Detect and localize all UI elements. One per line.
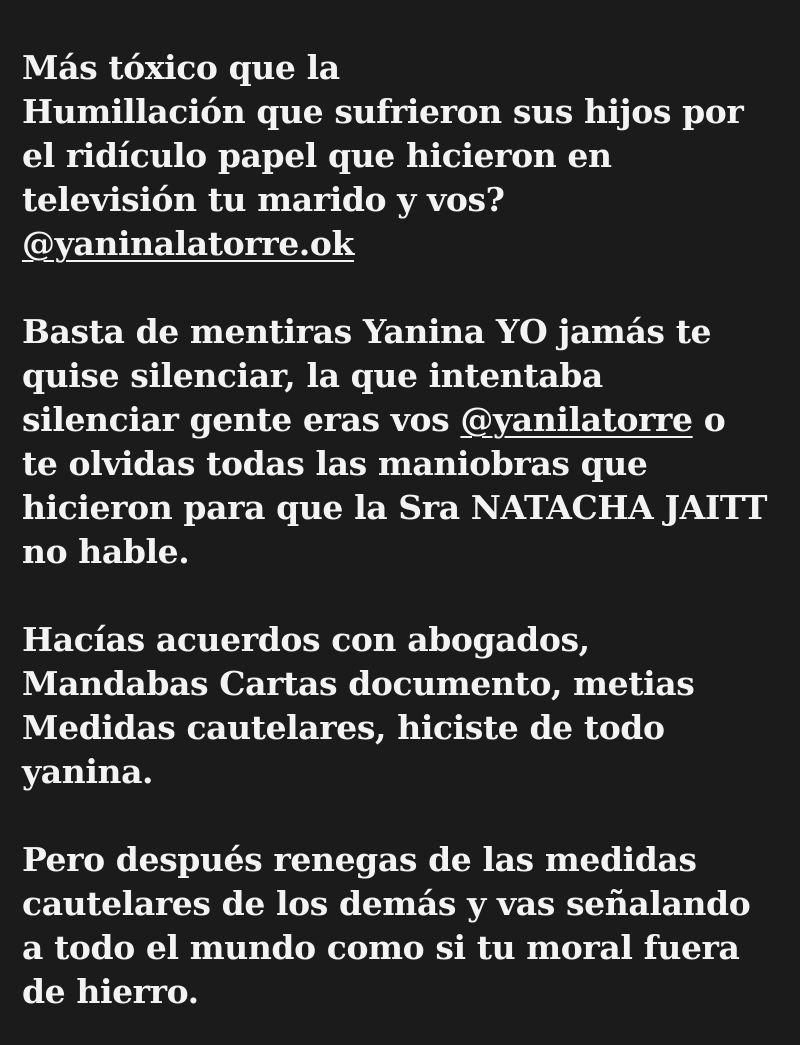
text-line: Medidas cautelares, hiciste de todo [22,708,665,747]
story-text [22,46,792,1014]
text-line [22,222,792,266]
text-line: Más tóxico que la [22,48,340,87]
text-line: no hable. [22,532,190,571]
text-line: de hierro. [22,972,199,1011]
text-line: cautelares de los demás y vas señalando [22,884,751,923]
text-line: yanina. [22,752,154,791]
text-line: Pero después renegas de las medidas [22,840,697,879]
text-line: Basta de mentiras Yanina YO jamás te [22,312,712,351]
text-line: hicieron para que la Sra NATACHA JAITT [22,488,768,527]
text-line [22,398,792,442]
mention-link[interactable]: @yaninalatorre.ok [22,224,354,263]
paragraph-1 [22,46,792,266]
text-line: a todo el mundo como si tu moral fuera [22,928,740,967]
text-line: el ridículo papel que hicieron en [22,136,612,175]
paragraph-2 [22,310,792,574]
text-line: Humillación que sufrieron sus hijos por [22,92,744,131]
text-segment: o [692,400,726,439]
paragraph-4 [22,838,792,1014]
text-line: televisión tu marido y vos? [22,180,505,219]
text-line: quise silenciar, la que intentaba [22,356,603,395]
text-line: Mandabas Cartas documento, metias [22,664,695,703]
text-line: Hacías acuerdos con abogados, [22,620,590,659]
mention-link[interactable]: @yanilatorre [460,400,693,439]
text-segment: silenciar gente eras vos [22,400,461,439]
paragraph-3 [22,618,792,794]
text-line: te olvidas todas las maniobras que [22,444,648,483]
